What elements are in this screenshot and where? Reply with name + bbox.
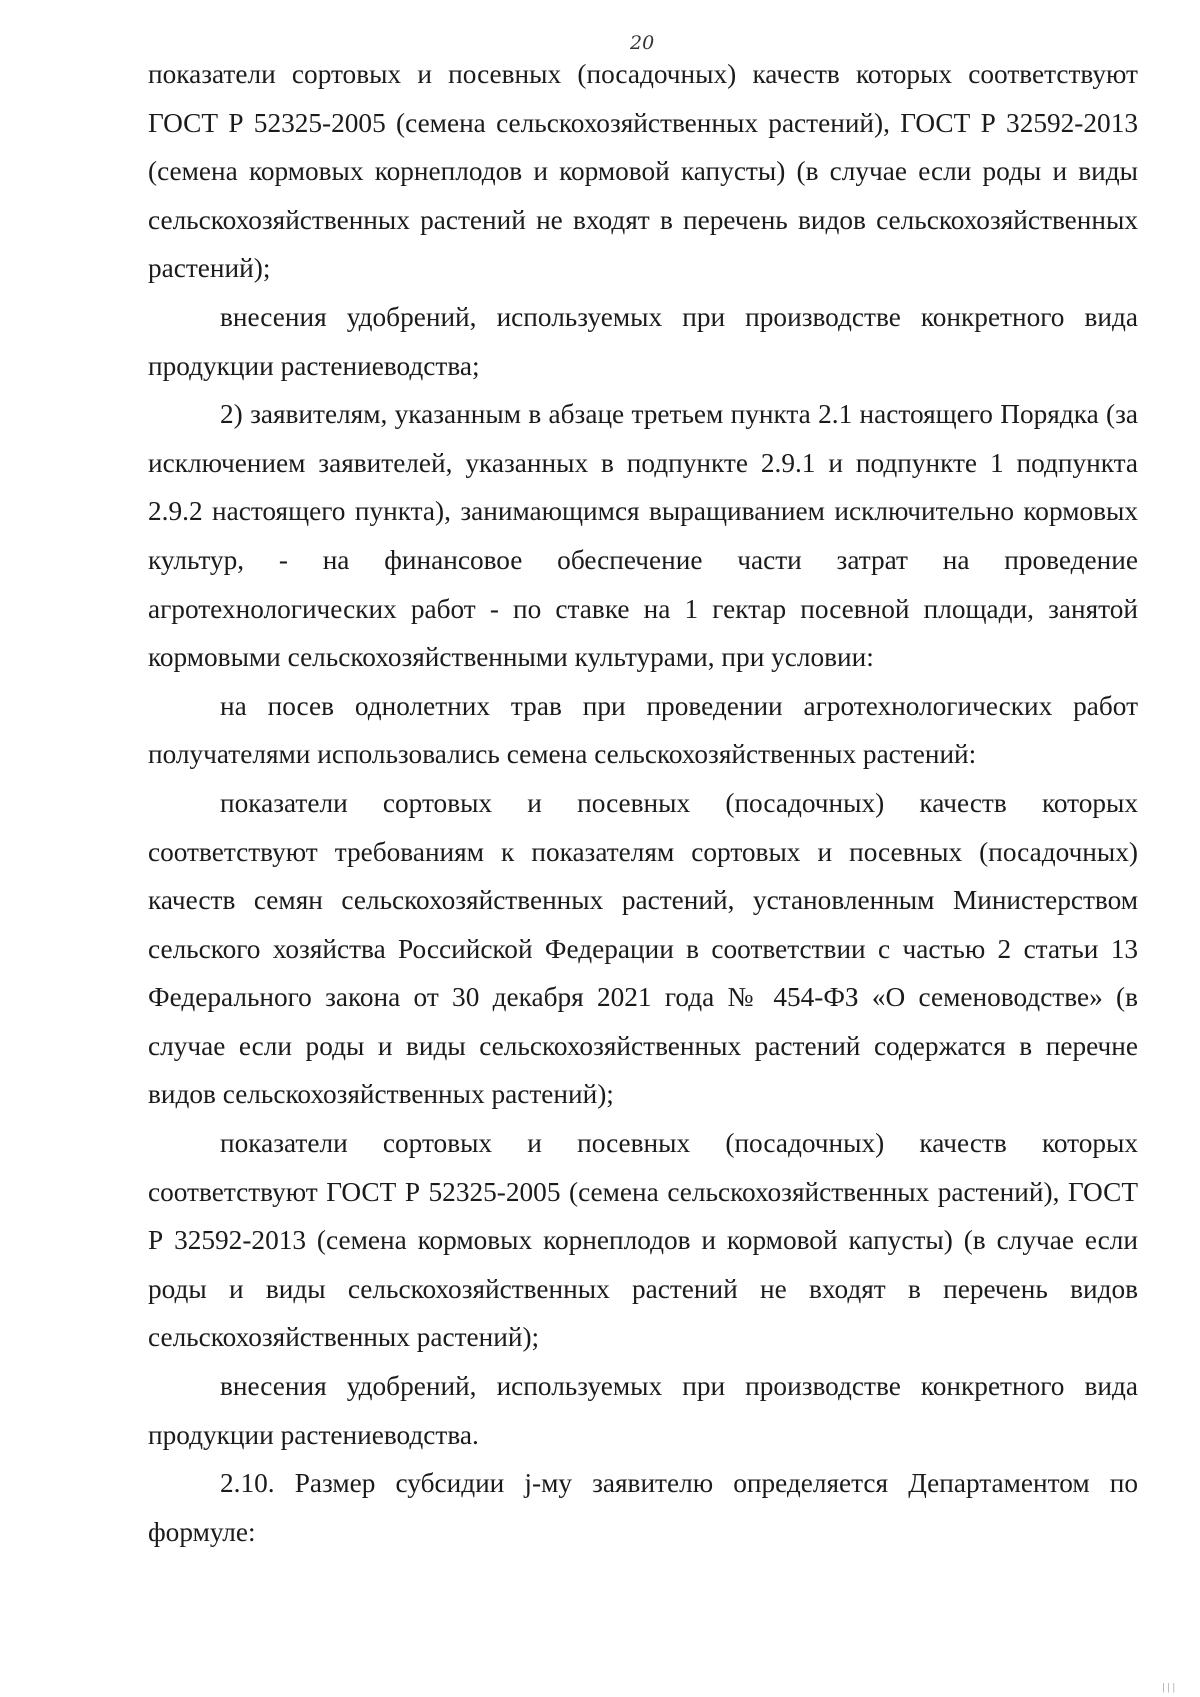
paragraph-forage-applicants: 2) заявителям, указанным в абзаце третьем пункта 2.1 настоящего Порядка (за исключением заявителей, указанных в подпункте 2.9.1 и подпункте 1 подпункта 2.9.2 настоящего пункта), занимающимся выращиванием исключительно кормовых культур, - на финансовое обеспечение части затрат на проведение агротехнологических работ - по ставке на 1 гектар посевной площади, занятой кормовыми сельскохозяйственными культурами, при условии:	[148, 399, 1138, 673]
paragraph-fertilizer: внесения удобрений, используемых при производстве конкретного вида продукции растениеводства;	[148, 301, 1138, 381]
page-number: 20	[630, 32, 655, 54]
scan-artifact: |||	[1162, 1681, 1178, 1693]
paragraph-fertilizer-final: внесения удобрений, используемых при производстве конкретного вида продукции растениеводства.	[148, 1371, 1138, 1450]
paragraph-annual-grasses: на посев однолетних трав при проведении агротехнологических работ получателями использовались семена сельскохозяйственных растений:	[148, 690, 1138, 770]
paragraph-subsidy-formula: 2.10. Размер субсидии j-му заявителю определяется Департаментом по формуле:	[148, 1468, 1138, 1547]
paragraph-seed-requirements: показатели сортовых и посевных (посадочных) качеств которых соответствуют требованиям к показателям сортовых и посевных (посадочных) качеств семян сельскохозяйственных растений, установленным Министерством сельского хозяйства Российской Федерации в соответствии с частью 2 статьи 13 Федерального закона от 30 декабря 2021 года № 454-ФЗ «О семеноводстве» (в случае если роды и виды сельскохозяйственных растений содержатся в перечне видов сельскохозяйственных растений);	[148, 787, 1138, 1110]
paragraph-seed-gost: показатели сортовых и посевных (посадочных) качеств которых соответствуют ГОСТ Р 52325-2005 (семена сельскохозяйственных растений), ГОСТ Р 32592-2013 (семена кормовых корнеплодов и кормовой капусты) (в случае если роды и виды сельскохозяйственных растений не входят в перечень видов сельскохозяйственных растений);	[148, 1128, 1138, 1353]
paragraph-seed-gost-continuation: показатели сортовых и посевных (посадочных) качеств которых соответствуют ГОСТ Р 52325-2005 (семена сельскохозяйственных растений), ГОСТ Р 32592-2013 (семена кормовых корнеплодов и кормовой капусты) (в случае если роды и виды сельскохозяйственных растений не входят в перечень видов сельскохозяйственных растений);	[148, 59, 1138, 284]
document-body	[148, 50, 1138, 1556]
